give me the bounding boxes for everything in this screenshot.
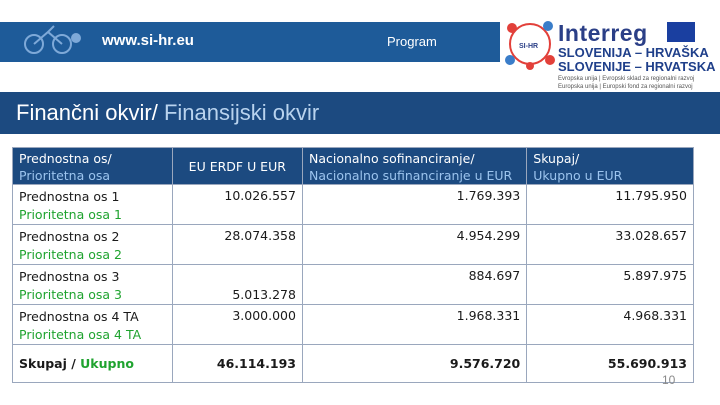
national-total: 9.576.720 — [302, 345, 526, 383]
total-value: 33.028.657 — [527, 225, 694, 265]
table-row — [13, 265, 694, 305]
si-hr-badge: SI-HR — [519, 43, 539, 50]
erdf-value: 5.013.278 — [172, 265, 302, 305]
row-label: Prednostna os 3 Prioritetna osa 3 — [13, 265, 173, 305]
eu-flag-icon — [667, 22, 695, 42]
table-total-row — [13, 345, 694, 383]
table-row — [13, 305, 694, 345]
row-label: Prednostna os 4 TA Prioritetna osa 4 TA — [13, 305, 173, 345]
row-label: Prednostna os 1 Prioritetna osa 1 — [13, 185, 173, 225]
program-label: Program — [387, 34, 437, 49]
financial-table — [12, 147, 694, 383]
website-url[interactable]: www.si-hr.eu — [102, 32, 194, 49]
page-title: Finančni okvir/ Finansijski okvir — [16, 100, 320, 125]
cyclist-graphic-icon — [10, 24, 90, 62]
fund-caption-2: Europska unija | Europski fond za regionalni razvoj — [558, 84, 693, 90]
header-eu-erdf: EU ERDF U EUR — [172, 148, 302, 185]
page-number: 10 — [662, 373, 676, 387]
national-value: 1.968.331 — [302, 305, 526, 345]
header-national-cofinancing: Nacionalno sofinanciranje/ Nacionalno sufinanciranje u EUR — [302, 148, 526, 185]
erdf-value: 10.026.557 — [172, 185, 302, 225]
national-value: 1.769.393 — [302, 185, 526, 225]
erdf-value: 28.074.358 — [172, 225, 302, 265]
fund-caption-1: Evropska unija | Evropski sklad za regionalni razvoj — [558, 76, 695, 82]
total-value: 5.897.975 — [527, 265, 694, 305]
table-header-row — [13, 148, 694, 185]
erdf-value: 3.000.000 — [172, 305, 302, 345]
total-value: 4.968.331 — [527, 305, 694, 345]
header-total: Skupaj/ Ukupno u EUR — [527, 148, 694, 185]
table-row — [13, 185, 694, 225]
total-label: Skupaj / Ukupno — [13, 345, 173, 383]
header-priority-axis: Prednostna os/ Prioritetna osa — [13, 148, 173, 185]
erdf-total: 46.114.193 — [172, 345, 302, 383]
program-name-line2: SLOVENIJE – HRVATSKA — [558, 59, 716, 74]
national-value: 884.697 — [302, 265, 526, 305]
national-value: 4.954.299 — [302, 225, 526, 265]
row-label: Prednostna os 2 Prioritetna osa 2 — [13, 225, 173, 265]
program-name-line1: SLOVENIJA – HRVAŠKA — [558, 45, 709, 60]
table-row — [13, 225, 694, 265]
interreg-wordmark: Interreg — [558, 20, 648, 46]
grand-total: 55.690.913 — [527, 345, 694, 383]
total-value: 11.795.950 — [527, 185, 694, 225]
